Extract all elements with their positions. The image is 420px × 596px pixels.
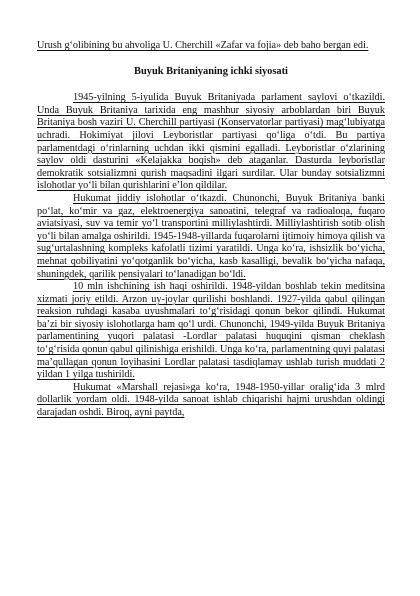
intro-paragraph: Urush g‘olibining bu ahvoliga U. Cherchill «Zafar va fojia» deb baho bergan edi. [37, 40, 369, 51]
paragraph-1: 1945-yilning 5-iyulida Buyuk Britaniyada parlament saylovi o‘tkazildi. Unda Buyuk Britaniya tarixida eng mashhur siyosiy arboblardan biri Buyuk Britaniya bosh vaziri U. Cherchill partiyasi (Konservatorlar partiyasi) mag‘lubiyatga uchradi. Hokimiyat jilovi Leyboristlar partiyasi qo‘liga o‘tdi. Bu partiya parlamentdagi o‘rinlarning uchdan ikki qismini egalladi. Leyboristlar o‘zlarining saylov oldi dasturini «Kelajakka boqish» deb ataganlar. Dasturda leyboristlar demokratik sotsializmni qurish maqsadini ilgari surdilar. Ular bunday sotsializmni islohotlar yo‘li bilan qurishlarini e’lon qildilar. [37, 92, 385, 192]
paragraph-2: Hukumat jiddiy islohotlar o‘tkazdi. Chunonchi, Buyuk Britaniya banki po‘lat, ko‘mir va gaz, elektroenergiya sanoatini, telegraf va radioaloqa, fuqaro aviatsiyasi, suv va temir yo‘l transportini milliylashtirdi. Milliylashtirish sotib olish yo‘li bilan amalga oshirildi. 1945-1948-yillarda fuqarolarni ijtimoiy himoya qilish va sug‘urtalashning kompleks kafolatli tizimi yaratildi. Unga ko‘ra, ishsizlik bo‘yicha, mehnat qobiliyatini yo‘qotganlik bo‘yicha, kasb kasalligi, bevalik bo‘yicha nafaqa, shuningdek, qarilik pensiyalari to‘lanadigan bo‘ldi. [37, 192, 385, 280]
document-page [37, 40, 385, 420]
paragraph-3: 10 mln ishchining ish haqi oshirildi. 1948-yildan boshlab tekin meditsina xizmati joriy etildi. Arzon uy-joylar qurilishi boshlandi. 1927-yilda qabul qilingan reaksion ruhdagi kasaba uyushmalari to‘g‘risidagi qonun bekor qilindi. Hukumat ba’zi bir siyosiy islohotlarga ham qo‘l urdi. Chunonchi, 1949-yilda Buyuk Britaniya parlamentining yuqori palatasi -Lordlar palatasi huquqini qisman cheklash to‘g‘risida qonun qabul qilinishiga erishildi. Unga ko‘ra, parlamentning quyi palatasi ma’qullagan qonun loyihasini Lordlar palatasi tasdiqlamay ushlab turish muddati 2 yildan 1 yilga tushirildi. [37, 281, 385, 381]
paragraph-4: Hukumat «Marshall rejasi»ga ko‘ra, 1948-1950-yillar oralig‘ida 3 mlrd dollarlik yordam oldi. 1948-yilda sanoat ishlab chiqarishi hajmi urushdan oldingi darajadan oshdi. Biroq, ayni paytda, [37, 381, 385, 419]
section-title: Buyuk Britaniyaning ichki siyosati [134, 65, 288, 77]
